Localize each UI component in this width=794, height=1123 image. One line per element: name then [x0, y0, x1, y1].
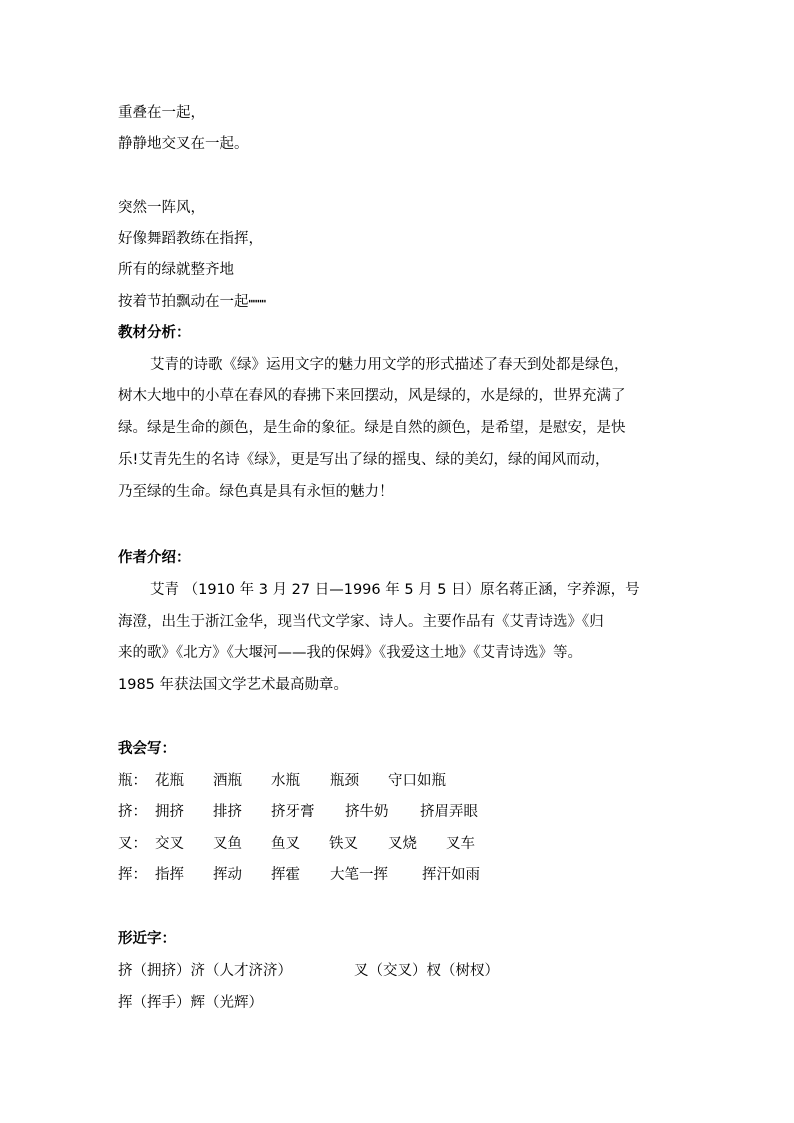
writing-word: 叉烧 — [388, 836, 417, 852]
writing-char: 瓶： — [118, 773, 147, 789]
analysis-heading: 教材分析： — [118, 325, 191, 341]
writing-word: 瓶颈 — [330, 773, 359, 789]
writing-word: 拥挤 — [155, 804, 184, 820]
writing-word: 挤牙膏 — [271, 804, 315, 820]
poem-line: 好像舞蹈教练在指挥， — [118, 231, 263, 247]
writing-char: 挥： — [118, 867, 147, 883]
writing-word: 挤眉弄眼 — [420, 804, 478, 820]
writing-char: 叉： — [118, 836, 147, 852]
analysis-line: 树木大地中的小草在春风的春拂下来回摆动，风是绿的，水是绿的，世界充满了 — [118, 388, 626, 404]
similar-right: 叉（交叉）杈（树杈） — [354, 963, 499, 979]
analysis-line: 绿。绿是生命的颜色，是生命的象征。绿是自然的颜色，是希望，是慰安，是快 — [118, 420, 626, 436]
similar-heading: 形近字： — [118, 931, 176, 947]
author-line: 来的歌》《北方》《大堰河——我的保姆》《我爱这土地》《艾青诗选》等。 — [118, 645, 582, 661]
writing-word: 守口如瓶 — [388, 773, 446, 789]
writing-word: 鱼叉 — [271, 836, 300, 852]
writing-word: 挥动 — [213, 867, 242, 883]
writing-word: 挥汗如雨 — [422, 867, 480, 883]
analysis-line: 艾青的诗歌《绿》运用文字的魅力用文学的形式描述了春天到处都是绿色， — [150, 357, 629, 373]
analysis-line: 乐!艾青先生的名诗《绿》，更是写出了绿的摇曳、绿的美幻，绿的闻风而动， — [118, 452, 610, 468]
similar-left: 挤（拥挤）济（人才济济） — [118, 963, 292, 979]
author-line: 1985 年获法国文学艺术最高勋章。 — [118, 677, 349, 693]
poem-line: 突然一阵风， — [118, 200, 205, 216]
poem-line: 按着节拍飘动在一起┉┉ — [118, 294, 266, 310]
writing-word: 排挤 — [213, 804, 242, 820]
author-line: 艾青 （1910 年 3 月 27 日—1996 年 5 月 5 日）原名蒋正涵，字养源，号 — [150, 582, 640, 598]
writing-word: 花瓶 — [155, 773, 184, 789]
writing-word: 交叉 — [155, 836, 184, 852]
writing-word: 挤牛奶 — [345, 804, 389, 820]
poem-line: 静静地交叉在一起。 — [118, 136, 249, 152]
poem-line: 所有的绿就整齐地 — [118, 262, 234, 278]
poem-line: 重叠在一起， — [118, 105, 205, 121]
writing-char: 挤： — [118, 804, 147, 820]
writing-word: 大笔一挥 — [330, 867, 388, 883]
writing-word: 叉鱼 — [213, 836, 242, 852]
writing-row — [118, 771, 446, 791]
writing-word: 铁叉 — [329, 836, 358, 852]
writing-heading: 我会写： — [118, 741, 176, 757]
writing-word: 挥霍 — [271, 867, 300, 883]
writing-word: 水瓶 — [271, 773, 300, 789]
writing-word: 酒瓶 — [213, 773, 242, 789]
writing-word: 指挥 — [155, 867, 184, 883]
writing-row — [118, 865, 480, 885]
similar-line: 挥（挥手）辉（光辉） — [118, 995, 263, 1011]
author-heading: 作者介绍： — [118, 550, 191, 566]
similar-row — [118, 961, 499, 981]
writing-word: 叉车 — [446, 836, 475, 852]
writing-row — [118, 834, 475, 854]
analysis-line: 乃至绿的生命。绿色真是具有永恒的魅力！ — [118, 484, 394, 500]
author-line: 海澄，出生于浙江金华，现当代文学家、诗人。主要作品有《艾青诗选》《归 — [118, 614, 604, 630]
writing-row — [118, 802, 478, 822]
